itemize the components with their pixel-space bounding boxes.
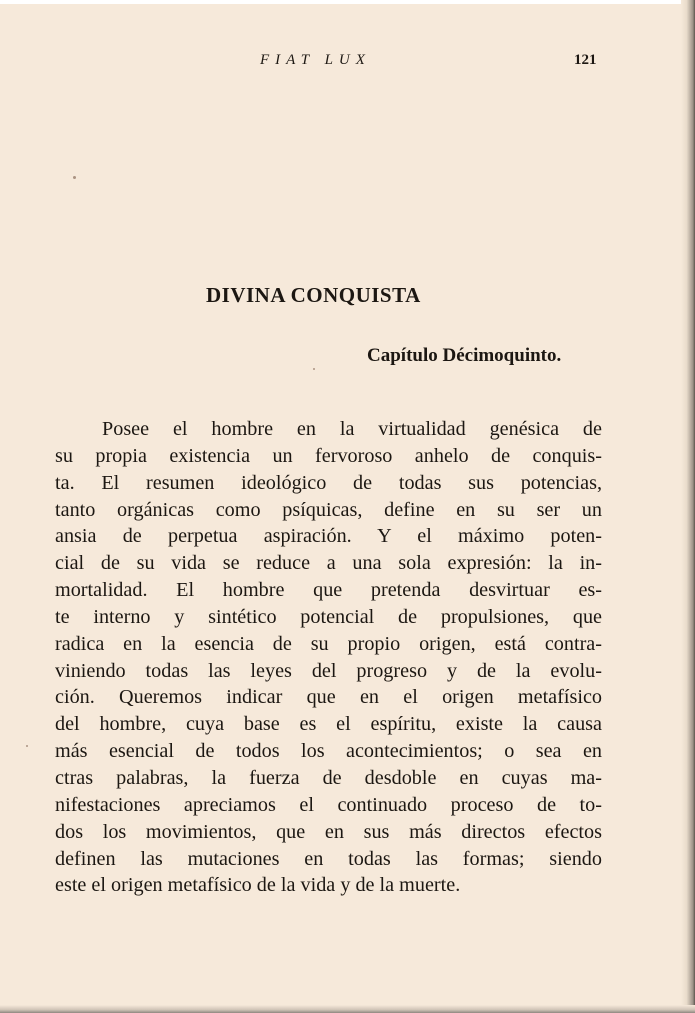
text-line: ta. El resumen ideológico de todas sus potencias, [55, 471, 602, 494]
page-bottom-edge-shadow [0, 1005, 695, 1013]
text-line: ansia de perpetua aspiración. Y el máximo poten- [55, 525, 602, 548]
text-line: te interno y sintético potencial de propulsiones, que [55, 605, 602, 628]
text-line: más esencial de todos los acontecimientos; o sea en [55, 740, 602, 763]
body-paragraph [55, 416, 602, 899]
page-top-edge [0, 0, 695, 4]
text-line: mortalidad. El hombre que pretenda desvirtuar es- [55, 579, 602, 602]
running-title: FIAT LUX [260, 52, 371, 68]
text-line: este el origen metafísico de la vida y de la muerte. [55, 874, 461, 897]
paper-speck [73, 176, 76, 179]
text-line: tanto orgánicas como psíquicas, define en su ser un [55, 498, 602, 521]
chapter-number: Capítulo Décimoquinto. [367, 345, 562, 366]
text-line: ctras palabras, la fuerza de desdoble en cuyas ma- [55, 766, 602, 789]
chapter-title: DIVINA CONQUISTA [206, 283, 421, 307]
text-line: Posee el hombre en la virtualidad genésica de [102, 418, 602, 440]
text-line: nifestaciones apreciamos el continuado proceso de to- [55, 793, 602, 816]
paper-speck [313, 368, 315, 370]
text-line: radica en la esencia de su propio origen, está contra- [55, 632, 602, 655]
text-line: viniendo todas las leyes del progreso y de la evolu- [55, 659, 602, 682]
page-number: 121 [574, 52, 597, 68]
page-right-edge-shadow [681, 0, 695, 1013]
text-line: definen las mutaciones en todas las formas; siendo [55, 847, 602, 870]
paper-speck [26, 745, 28, 747]
text-line: su propia existencia un fervoroso anhelo de conquis- [55, 444, 602, 467]
text-line: del hombre, cuya base es el espíritu, existe la causa [55, 713, 602, 736]
text-line: cial de su vida se reduce a una sola expresión: la in- [55, 552, 602, 575]
text-line: dos los movimientos, que en sus más directos efectos [55, 820, 602, 843]
text-line: ción. Queremos indicar que en el origen metafísico [55, 686, 602, 709]
